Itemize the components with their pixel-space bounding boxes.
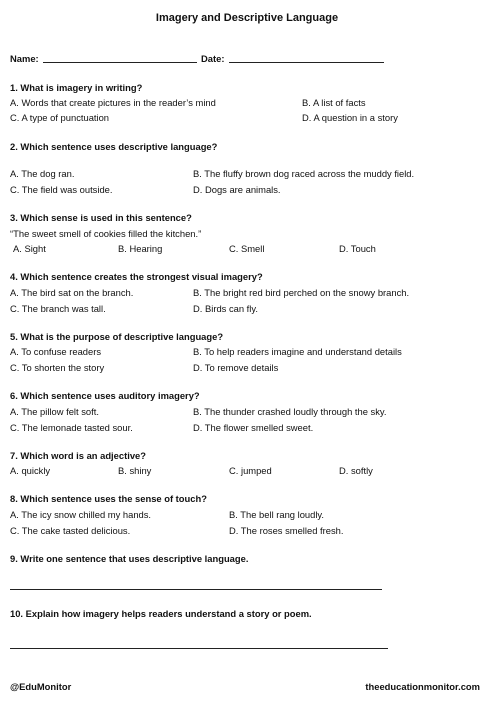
q7-option-a[interactable]: A. quickly (10, 465, 51, 476)
q6-option-c[interactable]: C. The lemonade tasted sour. (10, 422, 133, 433)
question-6: 6. Which sentence uses auditory imagery? (10, 390, 200, 401)
q8-option-d[interactable]: D. The roses smelled fresh. (229, 525, 344, 536)
question-9: 9. Write one sentence that uses descriptive language. (10, 553, 249, 564)
q6-option-d[interactable]: D. The flower smelled sweet. (193, 422, 314, 433)
q2-option-b[interactable]: B. The fluffy brown dog raced across the muddy field. (193, 168, 415, 179)
q1-option-a[interactable]: A. Words that create pictures in the reader’s mind (10, 97, 216, 108)
q8-option-c[interactable]: C. The cake tasted delicious. (10, 525, 131, 536)
question-5: 5. What is the purpose of descriptive language? (10, 331, 224, 342)
q7-option-b[interactable]: B. shiny (118, 465, 152, 476)
question-8: 8. Which sentence uses the sense of touch? (10, 493, 207, 504)
question-10: 10. Explain how imagery helps readers understand a story or poem. (10, 608, 312, 619)
q4-option-b[interactable]: B. The bright red bird perched on the snowy branch. (193, 287, 410, 298)
q2-option-a[interactable]: A. The dog ran. (10, 168, 75, 179)
q10-answer-line[interactable] (10, 648, 388, 649)
q6-option-a[interactable]: A. The pillow felt soft. (10, 406, 99, 417)
page-title: Imagery and Descriptive Language (155, 12, 339, 24)
q1-option-c[interactable]: C. A type of punctuation (10, 112, 110, 123)
q2-option-c[interactable]: C. The field was outside. (10, 184, 113, 195)
q1-option-d[interactable]: D. A question in a story (302, 112, 398, 123)
q9-answer-line[interactable] (10, 589, 382, 590)
q4-option-d[interactable]: D. Birds can fly. (193, 303, 258, 314)
q5-option-d[interactable]: D. To remove details (193, 362, 279, 373)
q5-option-a[interactable]: A. To confuse readers (10, 346, 102, 357)
q2-option-d[interactable]: D. Dogs are animals. (193, 184, 281, 195)
footer-handle: @EduMonitor (10, 681, 72, 692)
date-field[interactable] (229, 62, 384, 63)
q7-option-d[interactable]: D. softly (339, 465, 373, 476)
question-3: 3. Which sense is used in this sentence? (10, 212, 192, 223)
question-4: 4. Which sentence creates the strongest visual imagery? (10, 271, 263, 282)
q5-option-b[interactable]: B. To help readers imagine and understand details (193, 346, 402, 357)
q4-option-a[interactable]: A. The bird sat on the branch. (10, 287, 134, 298)
question-2: 2. Which sentence uses descriptive language? (10, 141, 218, 152)
q3-option-a[interactable]: A. Sight (13, 243, 46, 254)
q3-option-d[interactable]: D. Touch (339, 243, 376, 254)
q5-option-c[interactable]: C. To shorten the story (10, 362, 105, 373)
q7-option-c[interactable]: C. jumped (229, 465, 272, 476)
q8-option-a[interactable]: A. The icy snow chilled my hands. (10, 509, 152, 520)
q3-quote: “The sweet smell of cookies filled the kitchen.” (10, 228, 202, 239)
footer-website: theeducationmonitor.com (365, 681, 480, 692)
q4-option-c[interactable]: C. The branch was tall. (10, 303, 106, 314)
q3-option-c[interactable]: C. Smell (229, 243, 265, 254)
q3-option-b[interactable]: B. Hearing (118, 243, 163, 254)
name-label: Name: (10, 53, 39, 64)
name-field[interactable] (43, 62, 197, 63)
q1-option-b[interactable]: B. A list of facts (302, 97, 366, 108)
q6-option-b[interactable]: B. The thunder crashed loudly through the sky. (193, 406, 387, 417)
q8-option-b[interactable]: B. The bell rang loudly. (229, 509, 325, 520)
question-1: 1. What is imagery in writing? (10, 82, 143, 93)
question-7: 7. Which word is an adjective? (10, 450, 146, 461)
date-label: Date: (201, 53, 225, 64)
